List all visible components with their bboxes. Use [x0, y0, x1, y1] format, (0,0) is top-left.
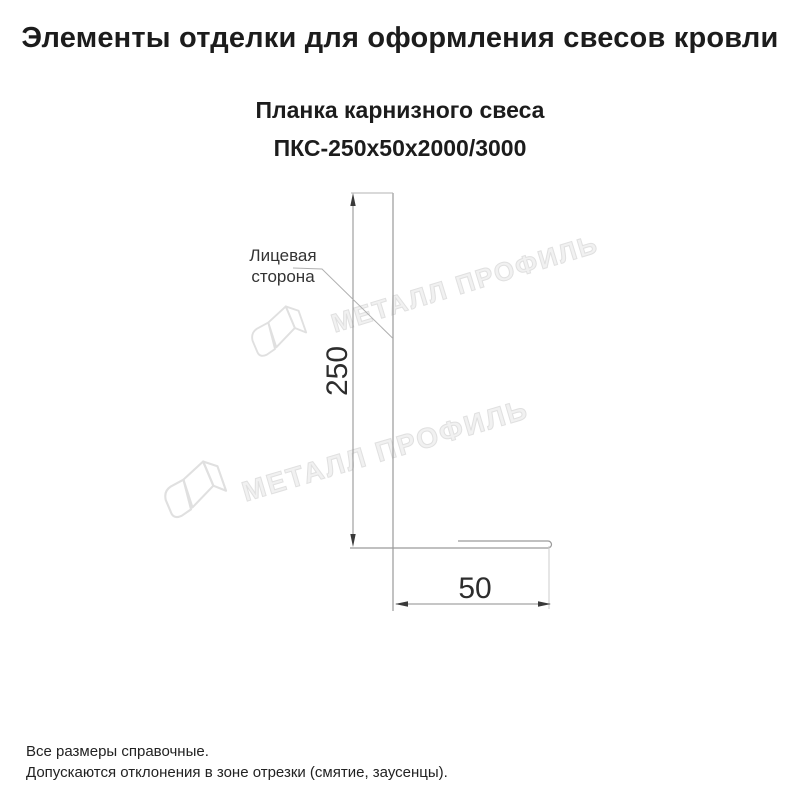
watermark-text-upper: МЕТАЛЛ ПРОФИЛЬ	[327, 228, 603, 339]
product-code: ПКС-250х50х2000/3000	[273, 135, 527, 161]
face-side-label	[244, 245, 322, 287]
face-side-label-line1: Лицевая	[249, 246, 317, 265]
face-side-label-line2: сторона	[251, 267, 315, 286]
height-dimension-label: 250	[321, 345, 354, 397]
footer-note-sizes: Все размеры справочные.	[26, 743, 209, 760]
footer-note-tolerances: Допускаются отклонения в зоне отрезки (смятие, заусенцы).	[26, 764, 448, 781]
width-dimension-label: 50	[458, 572, 492, 605]
watermark-text-lower: МЕТАЛЛ ПРОФИЛЬ	[238, 393, 533, 508]
product-name: Планка карнизного свеса	[255, 97, 545, 123]
page-title: Элементы отделки для оформления свесов кровли	[21, 22, 779, 54]
